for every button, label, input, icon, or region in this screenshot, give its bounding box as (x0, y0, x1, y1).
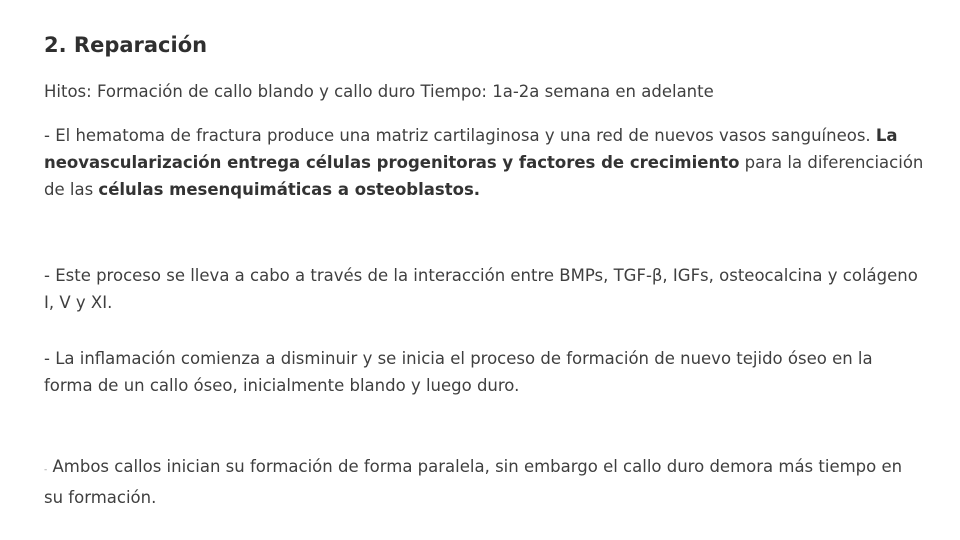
bullet-dash: - (44, 465, 48, 475)
paragraph-text: - El hematoma de fractura produce una matriz cartilaginosa y una red de nuevos vasos sanguíneos. (44, 126, 876, 145)
paragraph-hematoma (44, 122, 924, 203)
slide-title: 2. Reparación (44, 33, 208, 57)
paragraph-bold-text: células mesenquimáticas a osteoblastos. (98, 180, 481, 199)
paragraph-bold-text: La neovascularización entrega células progenitoras y factores de crecimiento (44, 126, 898, 172)
paragraph-process: - Este proceso se lleva a cabo a través de la interacción entre BMPs, TGF-β, IGFs, osteocalcina y colágeno I, V y XI. (44, 266, 918, 312)
paragraph-inflammation: - La inflamación comienza a disminuir y se inicia el proceso de formación de nuevo tejido óseo en la forma de un callo óseo, inicialmente blando y luego duro. (44, 349, 873, 395)
milestones-line: Hitos: Formación de callo blando y callo duro Tiempo: 1a-2a semana en adelante (44, 82, 714, 101)
paragraph-text: para la diferenciación de las (44, 153, 924, 199)
paragraph-calluses (44, 453, 924, 511)
paragraph-text: Ambos callos inician su formación de forma paralela, sin embargo el callo duro demora más tiempo en su formación. (44, 457, 903, 507)
